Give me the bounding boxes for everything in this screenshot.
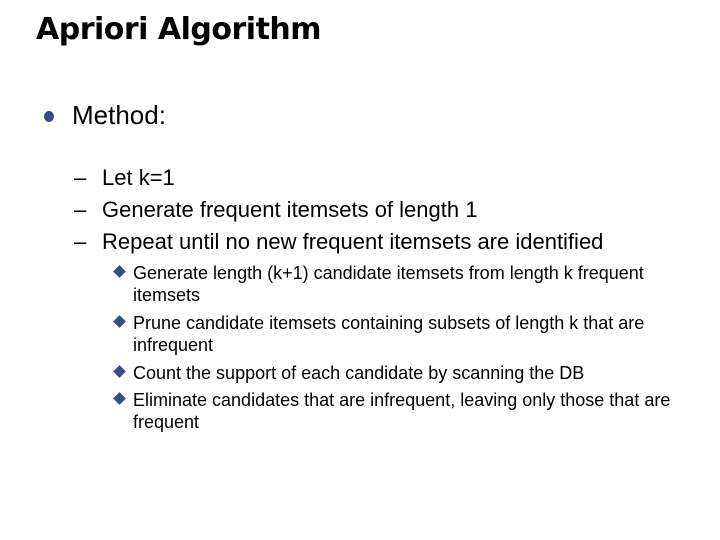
dash-icon: – — [74, 197, 87, 222]
subsubitem-4 — [114, 389, 674, 433]
diamond-bullet-icon — [113, 365, 126, 378]
dash-icon: – — [74, 229, 87, 254]
subitem-3 — [74, 229, 603, 255]
subitem-2 — [74, 197, 477, 223]
subsubitem-4-text: Eliminate candidates that are infrequent, leaving only those that are frequent — [133, 390, 671, 432]
subitem-1 — [74, 165, 175, 191]
subsubitem-1-text: Generate length (k+1) candidate itemsets from length k frequent itemsets — [133, 263, 644, 305]
subsubitem-3 — [114, 362, 674, 384]
circle-bullet-icon — [44, 111, 54, 122]
subsubitem-2-text: Prune candidate itemsets containing subsets of length k that are infrequent — [133, 313, 645, 355]
dash-icon: – — [74, 165, 87, 190]
subsubitem-2 — [114, 312, 674, 356]
subitem-1-text: Let k=1 — [102, 165, 175, 190]
diamond-bullet-icon — [113, 315, 126, 328]
subsubitem-1 — [114, 262, 674, 306]
bullet-method — [44, 100, 166, 131]
slide-title: Apriori Algorithm — [36, 12, 322, 47]
diamond-bullet-icon — [113, 265, 126, 278]
bullet-method-text: Method: — [72, 100, 166, 130]
subsubitem-3-text: Count the support of each candidate by scanning the DB — [133, 363, 585, 383]
subitem-3-text: Repeat until no new frequent itemsets are identified — [102, 229, 604, 254]
subitem-2-text: Generate frequent itemsets of length 1 — [102, 197, 478, 222]
diamond-bullet-icon — [113, 392, 126, 405]
